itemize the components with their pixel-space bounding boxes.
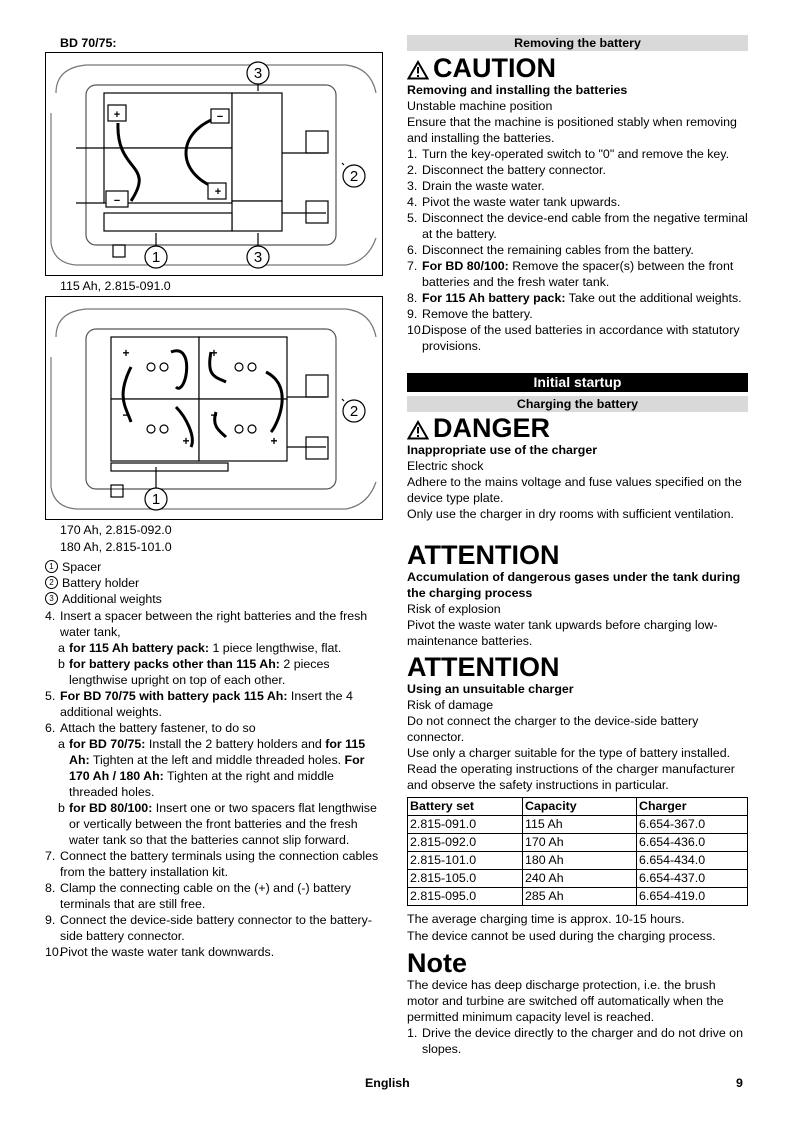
legend-item-additional-weights: 3 Additional weights (45, 591, 385, 607)
col-charger: Charger (637, 798, 748, 816)
remove-step: 1. Turn the key-operated switch to "0" and remove the key. (407, 147, 730, 161)
callout-3-top: 3 (253, 65, 263, 82)
warning-triangle-icon (407, 60, 429, 80)
legend-item-battery-holder: 2 Battery holder (45, 575, 385, 591)
attention-title-1: ATTENTION (407, 540, 560, 570)
remove-step: 2. Disconnect the battery connector. (407, 163, 606, 177)
remove-step: 7. For BD 80/100: Remove the spacer(s) between the front batteries and the fresh water tank. (407, 259, 734, 289)
fig2-callout-1: 1 (151, 491, 161, 508)
table-row: 2.815-095.0 285 Ah 6.654-419.0 (408, 888, 748, 906)
attention-text-2a: Do not connect the charger to the device-side battery connector. (407, 714, 699, 744)
footer-page-number: 9 (736, 1076, 743, 1090)
fig2-caption-2: 180 Ah, 2.815-101.0 (60, 540, 172, 554)
step-6a: a for BD 70/75: Install the 2 battery holders and for 115 Ah: Tighten at the left and middle threaded holes. For 170 Ah / 180 Ah: Tighten at the right and middle threaded holes. (58, 737, 366, 799)
step-4a: a for 115 Ah battery pack: 1 piece lengthwise, flat. (58, 641, 342, 655)
svg-text:−: − (122, 408, 130, 422)
danger-title: DANGER (407, 414, 748, 442)
install-steps (45, 608, 385, 960)
svg-text:+: + (210, 346, 218, 360)
step-5: 5. For BD 70/75 with battery pack 115 Ah: Insert the 4 additional weights. (45, 689, 353, 719)
removing-battery-header: Removing the battery (407, 35, 748, 51)
col-capacity: Capacity (523, 798, 637, 816)
remove-steps (407, 146, 748, 354)
remove-step: 9. Remove the battery. (407, 307, 533, 321)
svg-text:+: + (122, 346, 130, 360)
charge-step: 1. Drive the device directly to the charger and do not drive on slopes. (407, 1026, 743, 1056)
attention-hazard-1: Risk of explosion (407, 602, 501, 616)
danger-subtitle: Inappropriate use of the charger (407, 443, 598, 457)
step-10: 10. Pivot the waste water tank downwards. (45, 945, 275, 959)
battery-diagram-2 (46, 297, 382, 519)
charging-usage-text: The device cannot be used during the charging process. (407, 929, 716, 943)
remove-step: 10. Dispose of the used batteries in accordance with statutory provisions. (407, 323, 740, 353)
svg-text:−: − (113, 195, 121, 207)
attention-block-1 (407, 541, 748, 649)
step-6b: b for BD 80/100: Insert one or two spacers flat lengthwise or vertically between the front batteries and the fresh water tank so that the batteries cannot slip forward. (58, 801, 377, 847)
attention-subtitle-2: Using an unsuitable charger (407, 682, 574, 696)
callout-3-bottom: 3 (253, 249, 263, 266)
caution-hazard: Unstable machine position (407, 99, 553, 113)
danger-text-1: Adhere to the mains voltage and fuse values specified on the device type plate. (407, 475, 742, 505)
remove-step: 4. Pivot the waste water tank upwards. (407, 195, 621, 209)
battery-figure-115ah (45, 52, 383, 276)
battery-charger-table-wrap (407, 797, 748, 906)
callout-2: 2 (349, 168, 359, 185)
step-6: 6. Attach the battery fastener, to do so (45, 721, 256, 735)
col-battery-set: Battery set (408, 798, 523, 816)
fig2-callout-2: 2 (349, 403, 359, 420)
svg-text:+: + (214, 186, 222, 198)
legend-item-spacer: 1 Spacer (45, 559, 385, 575)
step-4b: b for battery packs other than 115 Ah: 2 pieces lengthwise upright on top of each other. (58, 657, 330, 687)
caution-text: Ensure that the machine is positioned stably when removing and installing the batteries. (407, 115, 737, 145)
step-7: 7. Connect the battery terminals using the connection cables from the battery installation kit. (45, 849, 379, 879)
step-4: 4. Insert a spacer between the right batteries and the fresh water tank, (45, 609, 368, 639)
footer-language: English (365, 1076, 410, 1090)
caution-block (407, 54, 748, 354)
attention-block-2 (407, 653, 748, 793)
note-title: Note (407, 948, 467, 978)
fig1-caption: 115 Ah, 2.815-091.0 (60, 279, 171, 293)
remove-step: 3. Drain the waste water. (407, 179, 545, 193)
caution-title: CAUTION (407, 54, 748, 82)
table-header-row (408, 798, 748, 816)
legend (45, 559, 385, 607)
svg-text:+: + (270, 434, 278, 448)
warning-triangle-icon (407, 420, 429, 440)
battery-charger-table (407, 797, 748, 906)
model-title: BD 70/75: (60, 36, 117, 50)
table-row: 2.815-105.0 240 Ah 6.654-437.0 (408, 870, 748, 888)
svg-text:+: + (182, 434, 190, 448)
svg-text:−: − (216, 111, 224, 123)
svg-text:−: − (210, 408, 218, 422)
attention-title-2: ATTENTION (407, 652, 560, 682)
remove-step: 6. Disconnect the remaining cables from the battery. (407, 243, 694, 257)
danger-text-2: Only use the charger in dry rooms with sufficient ventilation. (407, 507, 734, 521)
fig2-caption-1: 170 Ah, 2.815-092.0 (60, 523, 172, 537)
danger-block (407, 414, 748, 522)
callout-1: 1 (151, 249, 161, 266)
attention-text-2b: Use only a charger suitable for the type of battery installed. Read the operating instructions of the charger manufacturer and observe the safety instructions in particular. (407, 746, 735, 792)
table-row: 2.815-092.0 170 Ah 6.654-436.0 (408, 834, 748, 852)
remove-step: 5. Disconnect the device-end cable from the negative terminal at the battery. (407, 211, 748, 241)
step-9: 9. Connect the device-side battery connector to the battery-side battery connector. (45, 913, 373, 943)
charging-battery-header: Charging the battery (407, 396, 748, 412)
initial-startup-header: Initial startup (407, 373, 748, 392)
battery-figure-170-180ah (45, 296, 383, 520)
note-block (407, 949, 748, 1057)
remove-step: 8. For 115 Ah battery pack: Take out the additional weights. (407, 291, 742, 305)
step-8: 8. Clamp the connecting cable on the (+) and (-) battery terminals that are still free. (45, 881, 351, 911)
svg-text:+: + (113, 109, 121, 121)
battery-diagram-1 (46, 53, 382, 275)
attention-subtitle-1: Accumulation of dangerous gases under the tank during the charging process (407, 570, 741, 600)
table-row: 2.815-091.0 115 Ah 6.654-367.0 (408, 816, 748, 834)
danger-hazard: Electric shock (407, 459, 484, 473)
charging-time-text: The average charging time is approx. 10-15 hours. (407, 912, 685, 926)
table-row: 2.815-101.0 180 Ah 6.654-434.0 (408, 852, 748, 870)
caution-subtitle: Removing and installing the batteries (407, 83, 628, 97)
attention-hazard-2: Risk of damage (407, 698, 494, 712)
note-text: The device has deep discharge protection, i.e. the brush motor and turbine are switched off automatically when the permitted minimum capacity level is reached. (407, 978, 724, 1024)
attention-text-1: Pivot the waste water tank upwards before charging low-maintenance batteries. (407, 618, 718, 648)
